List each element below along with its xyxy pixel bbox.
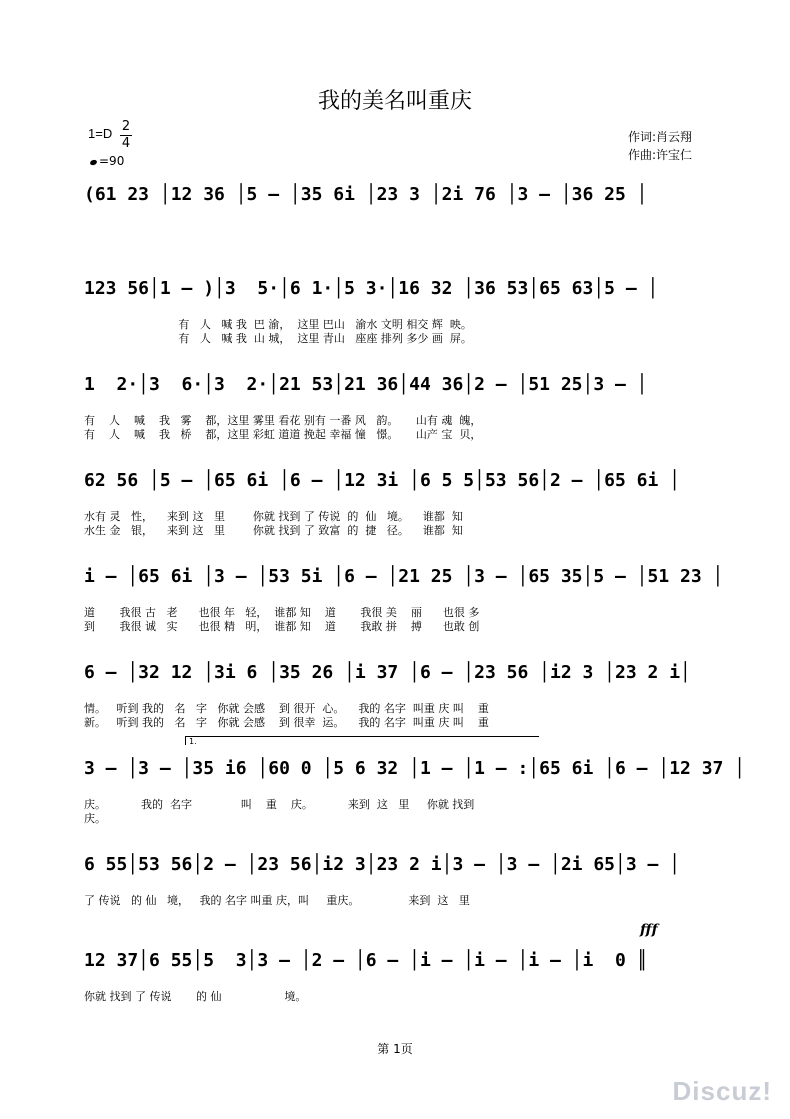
system-notes: 3 – │3 – │35 i6 │60 0 │5 6 32 │1 – │1 – :│65 6i │6 – │12 37 │ <box>84 758 746 779</box>
page-number: 第 1页 <box>377 1042 413 1056</box>
lyrics-verse-1: 庆。 我的 名字 叫 重 庆。 来到 这 里 你就 找到 <box>84 798 475 811</box>
lyrics-verse-2: 新。 听到 我的 名 字 你就 会感 到 很幸 运。 我的 名字 叫重 庆 叫 重 <box>84 716 489 729</box>
lyrics-verse-2: 庆。 <box>84 812 106 825</box>
lyrics-verse-2: 有 人 喊 我 桥 都，这里 彩虹 道道 挽起 幸福 憧 憬。 山产 宝 贝， <box>84 428 482 441</box>
lyrics-verse-1: 有 人 喊 我 雾 都，这里 雾里 看花 别有 一番 风 韵。 山有 魂 魄， <box>84 414 482 427</box>
quarter-note-icon <box>89 159 97 166</box>
lyrics-verse-1: 情。 听到 我的 名 字 你就 会感 到 很开 心。 我的 名字 叫重 庆 叫 重 <box>84 702 489 715</box>
system-notes: 1 2·│3 6·│3 2·│21 53│21 36│44 36│2 – │51 25│3 – │ <box>84 374 648 395</box>
dynamic-marking: fff <box>640 922 658 938</box>
lyrics-verse-1: 道 我很 古 老 也很 年 轻， 谁都 知 道 我很 美 丽 也很 多 <box>84 606 480 619</box>
time-signature <box>120 120 132 151</box>
lyrics-verse-1: 了 传说 的 仙 境， 我的 名字 叫重 庆，叫 重庆。 来到 这 里 <box>84 894 470 907</box>
lyrics-verse-2: 水生 金 银， 来到 这 里 你就 找到 了 致富 的 捷 径。 谁都 知 <box>84 524 463 537</box>
system-notes: 6 – │32 12 │3i 6 │35 26 │i 37 │6 – │23 56 │i2 3 │23 2 i│ <box>84 662 691 683</box>
lyricist: 作词:肖云翔 <box>628 130 693 144</box>
lyrics-verse-2: 到 我很 诚 实 也很 精 明， 谁都 知 道 我敢 拼 搏 也敢 创 <box>84 620 480 633</box>
lyrics-verse-2: 有 人 喊 我 山 城， 这里 青山 座座 排列 多少 画 屏。 <box>84 332 472 345</box>
system-notes: 6 55│53 56│2 – │23 56│i2 3│23 2 i│3 – │3 – │2i 65│3 – │ <box>84 854 681 875</box>
time-sig-top: 2 <box>121 119 131 134</box>
lyrics-verse-1: 你就 找到 了 传说 的 仙 境。 <box>84 990 307 1003</box>
composer: 作曲:许宝仁 <box>628 148 693 162</box>
system-notes: (61 23 │12 36 │5 – │35 6i │23 3 │2i 76 │3 – │36 25 │ <box>84 184 648 205</box>
system-notes: 62 56 │5 – │65 6i │6 – │12 3i │6 5 5│53 56│2 – │65 6i │ <box>84 470 681 491</box>
tempo-marking <box>90 154 124 168</box>
volta-bracket: 1. <box>185 736 539 745</box>
tempo-value: =90 <box>99 154 125 168</box>
watermark-logo: Discuz! <box>672 1076 772 1106</box>
time-sig-bottom: 4 <box>121 136 131 151</box>
song-title: 我的美名叫重庆 <box>317 89 472 114</box>
system-notes: i – │65 6i │3 – │53 5i │6 – │21 25 │3 – │65 35│5 – │51 23 │ <box>84 566 724 587</box>
lyrics-verse-1: 有 人 喊 我 巴 渝， 这里 巴山 渝水 文明 相交 辉 映。 <box>84 318 472 331</box>
key-signature: 1=D <box>88 126 113 141</box>
system-notes: 12 37│6 55│5 3│3 – │2 – │6 – │i – │i – │i – │i 0 ║ <box>84 950 648 971</box>
lyrics-verse-1: 水有 灵 性， 来到 这 里 你就 找到 了 传说 的 仙 境。 谁都 知 <box>84 510 463 523</box>
system-notes: 123 56│1 – )│3 5·│6 1·│5 3·│16 32 │36 53│65 63│5 – │ <box>84 278 659 299</box>
